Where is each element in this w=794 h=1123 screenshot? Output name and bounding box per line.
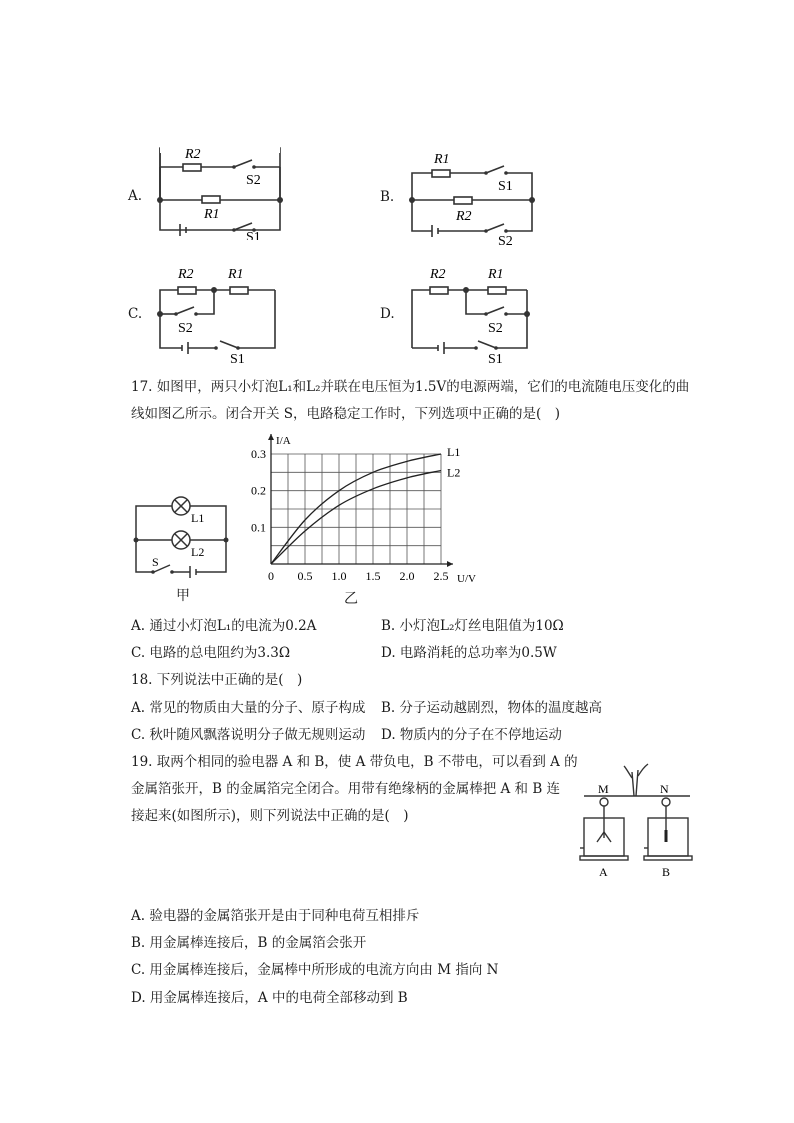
switch-label: S — [152, 555, 159, 569]
label-top-sw: S2 — [246, 173, 261, 188]
q18-option-b: B. 分子运动越剧烈，物体的温度越高 — [381, 700, 603, 716]
label-b: B — [662, 865, 671, 879]
lamp1-label: L1 — [191, 511, 205, 525]
y-axis-arrow — [268, 434, 274, 440]
label-top-res: R1 — [434, 152, 450, 167]
q19-stem-line3: 接起来(如图所示)，则下列说法中正确的是( ) — [131, 808, 409, 824]
label-sw-mid: S2 — [178, 321, 193, 336]
figure-caption-yi: 乙 — [344, 591, 358, 607]
q19-option-a: A. 验电器的金属箔张开是由于同种电荷互相排斥 — [131, 908, 420, 924]
label-bot-sw: S1 — [488, 352, 503, 367]
circuit-diagram-a — [150, 140, 290, 240]
q16-option-a — [128, 140, 298, 240]
lamp2-label: L2 — [191, 545, 205, 559]
x-tick-label: 0 — [268, 569, 274, 583]
label-sw-mid: S2 — [488, 321, 503, 336]
q17-stem-line2: 线如图乙所示。闭合开关 S，电路稳定工作时，下列选项中正确的是( ) — [131, 406, 561, 422]
q19-option-d: D. 用金属棒连接后，A 中的电荷全部移动到 B — [131, 990, 408, 1006]
label-top-res: R2 — [185, 147, 201, 162]
label-top-sw: S1 — [498, 179, 513, 194]
label-res2: R1 — [228, 267, 244, 282]
q16-option-b — [380, 145, 550, 245]
label-res1: R2 — [430, 267, 446, 282]
option-letter: D. — [380, 306, 395, 322]
q17-option-a: A. 通过小灯泡L₁的电流为0.2A — [131, 618, 317, 634]
q17-stem-line1: 17. 如图甲，两只小灯泡L₁和L₂并联在电压恒为1.5V的电源两端，它们的电流随电压变化的曲 — [131, 379, 690, 395]
q18-option-c: C. 秋叶随风飘落说明分子做无规则运动 — [131, 727, 366, 743]
q17-option-b: B. 小灯泡L₂灯丝电阻值为10Ω — [381, 618, 564, 634]
x-tick-label: 2.5 — [433, 569, 449, 583]
q19-stem-line1: 19. 取两个相同的验电器 A 和 B，使 A 带负电，B 不带电，可以看到 A 的 — [131, 754, 578, 770]
x-tick-label: 2.0 — [399, 569, 415, 583]
q16-option-d — [380, 262, 550, 367]
y-tick-label: 0.3 — [251, 447, 266, 461]
q16-option-c — [128, 262, 298, 367]
series-label-l2: L2 — [447, 465, 461, 480]
label-a: A — [599, 865, 608, 879]
label-mid-res: R2 — [456, 209, 472, 224]
label-bot-sw: S1 — [230, 352, 245, 367]
q19-stem-line2: 金属箔张开，B 的金属箔完全闭合。用带有绝缘柄的金属棒把 A 和 B 连 — [131, 781, 561, 797]
label-res2: R1 — [488, 267, 504, 282]
x-tick-label: 1.0 — [331, 569, 347, 583]
y-axis-label: I/A — [276, 435, 291, 447]
q17-option-c: C. 电路的总电阻约为3.3Ω — [131, 645, 291, 661]
series-label-l1: L1 — [447, 445, 461, 459]
x-axis-label: U/V — [457, 573, 476, 585]
circuit-diagram-d — [402, 262, 542, 367]
x-tick-label: 0.5 — [297, 569, 313, 583]
q18-stem: 18. 下列说法中正确的是( ) — [131, 672, 303, 688]
label-mid-res: R1 — [204, 207, 220, 222]
lamp-circuit-figure — [128, 486, 238, 581]
figure-caption-jia: 甲 — [176, 588, 190, 604]
option-letter: A. — [128, 188, 143, 204]
q19-option-b: B. 用金属棒连接后，B 的金属箔会张开 — [131, 935, 367, 951]
label-bot-sw: S1 — [246, 230, 261, 240]
circuit-diagram-b — [402, 145, 542, 245]
label-res1: R2 — [178, 267, 194, 282]
option-letter: B. — [380, 189, 395, 205]
x-tick-label: 1.5 — [365, 569, 381, 583]
q18-option-a: A. 常见的物质由大量的分子、原子构成 — [131, 700, 366, 716]
y-tick-label: 0.1 — [251, 520, 266, 535]
x-axis-arrow — [447, 561, 453, 567]
option-letter: C. — [128, 306, 143, 322]
q19-option-c: C. 用金属棒连接后，金属棒中所形成的电流方向由 M 指向 N — [131, 962, 499, 978]
circuit-diagram-c — [150, 262, 290, 367]
q18-option-d: D. 物质内的分子在不停地运动 — [381, 727, 562, 743]
q17-option-d: D. 电路消耗的总功率为0.5W — [381, 645, 557, 661]
electroscope-figure — [578, 762, 696, 882]
iu-chart — [245, 428, 490, 588]
y-tick-label: 0.2 — [251, 483, 266, 498]
label-n: N — [660, 782, 669, 796]
label-m: M — [598, 782, 609, 796]
label-bot-sw: S2 — [498, 234, 513, 245]
